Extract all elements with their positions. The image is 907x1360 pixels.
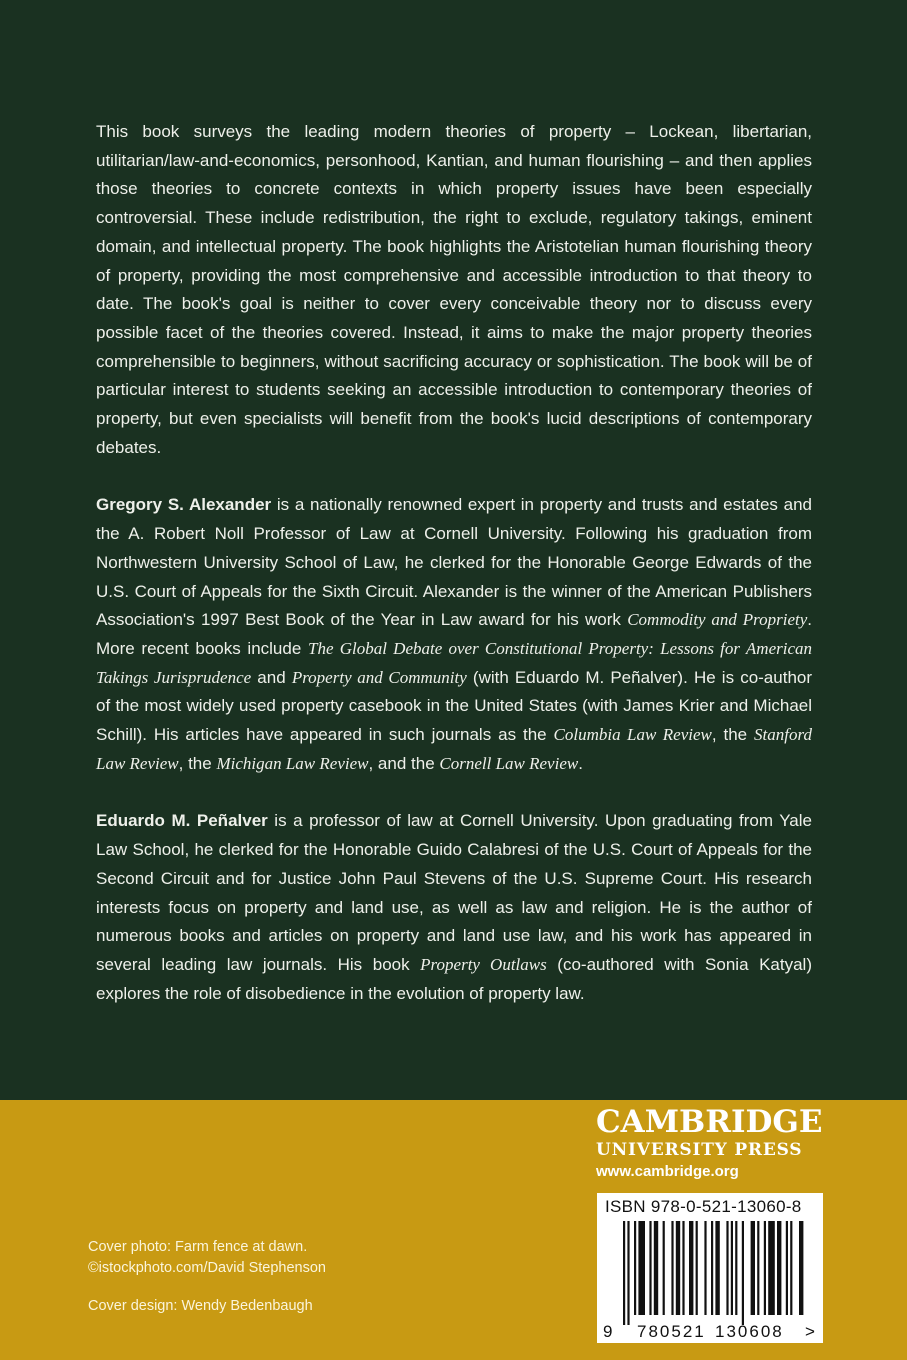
- barcode-bar: [735, 1221, 737, 1315]
- barcode-bar: [623, 1221, 625, 1325]
- barcode-bar: [715, 1221, 719, 1315]
- barcode-bar: [711, 1221, 713, 1315]
- barcode-bar: [627, 1221, 629, 1325]
- barcode-bar: [742, 1221, 744, 1325]
- barcode-bar: [764, 1221, 766, 1315]
- cover-photo-credit: Cover photo: Farm fence at dawn. ©istockphoto.com/David Stephenson: [88, 1239, 326, 1276]
- barcode-bar: [726, 1221, 728, 1315]
- barcode-bar: [671, 1221, 673, 1315]
- barcode-bar: [768, 1221, 775, 1315]
- barcode-bar: [790, 1221, 792, 1315]
- barcode-bar: [777, 1221, 781, 1315]
- journal-title: Michigan Law Review: [216, 753, 369, 773]
- barcode-bar: [704, 1221, 706, 1315]
- barcode-bar: [638, 1221, 645, 1315]
- book-description: This book surveys the leading modern theories of property – Lockean, libertarian, utilitarian/law-and-economics, personhood, Kantian, and human flourishing – and then applies those theories to concrete contexts in which property issues have been especially controversial. These include redistribution, the right to exclude, regulatory takings, eminent domain, and intellectual property. The book highlights the Aristotelian human flourishing theory of property, providing the most comprehensive and accessible introduction to that theory to date. The book's goal is neither to cover every conceivable theory nor to discuss every possible facet of the theories covered. Instead, it aims to make the major property theories comprehensible to beginners, without sacrificing accuracy or sophistication. The book will be of particular interest to students seeking an accessible introduction to contemporary theories of property, but even specialists will benefit from the book's lucid descriptions of contemporary debates.: [96, 122, 812, 457]
- barcode-label: [597, 1193, 823, 1343]
- cover-design-credit: Cover design: Wendy Bedenbaugh: [88, 1298, 313, 1314]
- publisher-url: www.cambridge.org: [596, 1163, 739, 1180]
- barcode-bar: [663, 1221, 665, 1315]
- barcode-bar: [634, 1221, 636, 1315]
- book-title: Commodity and Propriety: [627, 610, 808, 630]
- book-title: The Global Debate over Constitutional Property: Lessons for American Takings Jurisprudence: [96, 638, 813, 687]
- barcode-digits-right: 130608: [715, 1322, 784, 1341]
- barcode-bar: [689, 1221, 693, 1315]
- barcode-digit-lead: 9: [603, 1322, 613, 1341]
- publisher-logo: [596, 1104, 836, 1182]
- author-bio-penalver: Eduardo M. Peñalver is a professor of law at Cornell University. Upon graduating from Yale Law School, he clerked for the Honorable Guido Calabresi of the U.S. Court of Appeals for the Second Circuit and for Justice John Paul Stevens of the U.S. Supreme Court. His research interests focus on property and land use, as well as law and religion. He is the author of numerous books and articles on property and land use law, and his work has appeared in several leading law journals. His book Property Outlaws (co-authored with Sonia Katyal) explores the role of disobedience in the evolution of property law.: [96, 811, 812, 1003]
- journal-title: Stanford Law Review: [96, 725, 812, 773]
- barcode-bar: [676, 1221, 680, 1315]
- barcode-bar: [731, 1221, 733, 1315]
- author-name-penalver: Eduardo M. Peñalver: [96, 811, 268, 831]
- barcode-bar: [799, 1221, 803, 1315]
- publisher-name: CAMBRIDGE: [596, 1104, 823, 1140]
- barcode-digits-left: 780521: [637, 1322, 706, 1341]
- barcode-bar: [751, 1221, 755, 1315]
- publisher-subtitle: UNIVERSITY PRESS: [596, 1140, 803, 1160]
- journal-title: Columbia Law Review: [553, 725, 712, 745]
- barcode-bar: [757, 1221, 759, 1315]
- barcode-digit-end: >: [805, 1322, 815, 1341]
- blurb-text: [96, 118, 812, 1037]
- barcode-bar: [696, 1221, 698, 1315]
- author-bio-alexander: Gregory S. Alexander is a nationally renowned expert in property and trusts and estates and the A. Robert Noll Professor of Law at Cornell University. Following his graduation from Northwestern University School of Law, he clerked for the Honorable George Edwards of the U.S. Court of Appeals for the Sixth Circuit. Alexander is the winner of the American Publishers Association's 1997 Best Book of the Year in Law award for his work Commodity and Propriety. More recent books include The Global Debate over Constitutional Property: Lessons for American Takings Jurisprudence and Property and Community (with Eduardo M. Peñalver). He is co-author of the most widely used property casebook in the United States (with James Krier and Michael Schill). His articles have appeared in such journals as the Columbia Law Review, the Stanford Law Review, the Michigan Law Review, and the Cornell Law Review.: [96, 495, 813, 773]
- book-title: Property Outlaws: [420, 954, 547, 974]
- barcode-bar: [786, 1221, 788, 1315]
- barcode-bars: [623, 1221, 803, 1325]
- journal-title: Cornell Law Review: [439, 753, 579, 773]
- isbn-number: ISBN 978-0-521-13060-8: [605, 1197, 802, 1216]
- barcode-bar: [654, 1221, 658, 1315]
- barcode-bar: [682, 1221, 684, 1315]
- book-title: Property and Community: [291, 667, 467, 687]
- barcode-bar: [649, 1221, 651, 1315]
- author-name-alexander: Gregory S. Alexander: [96, 495, 272, 515]
